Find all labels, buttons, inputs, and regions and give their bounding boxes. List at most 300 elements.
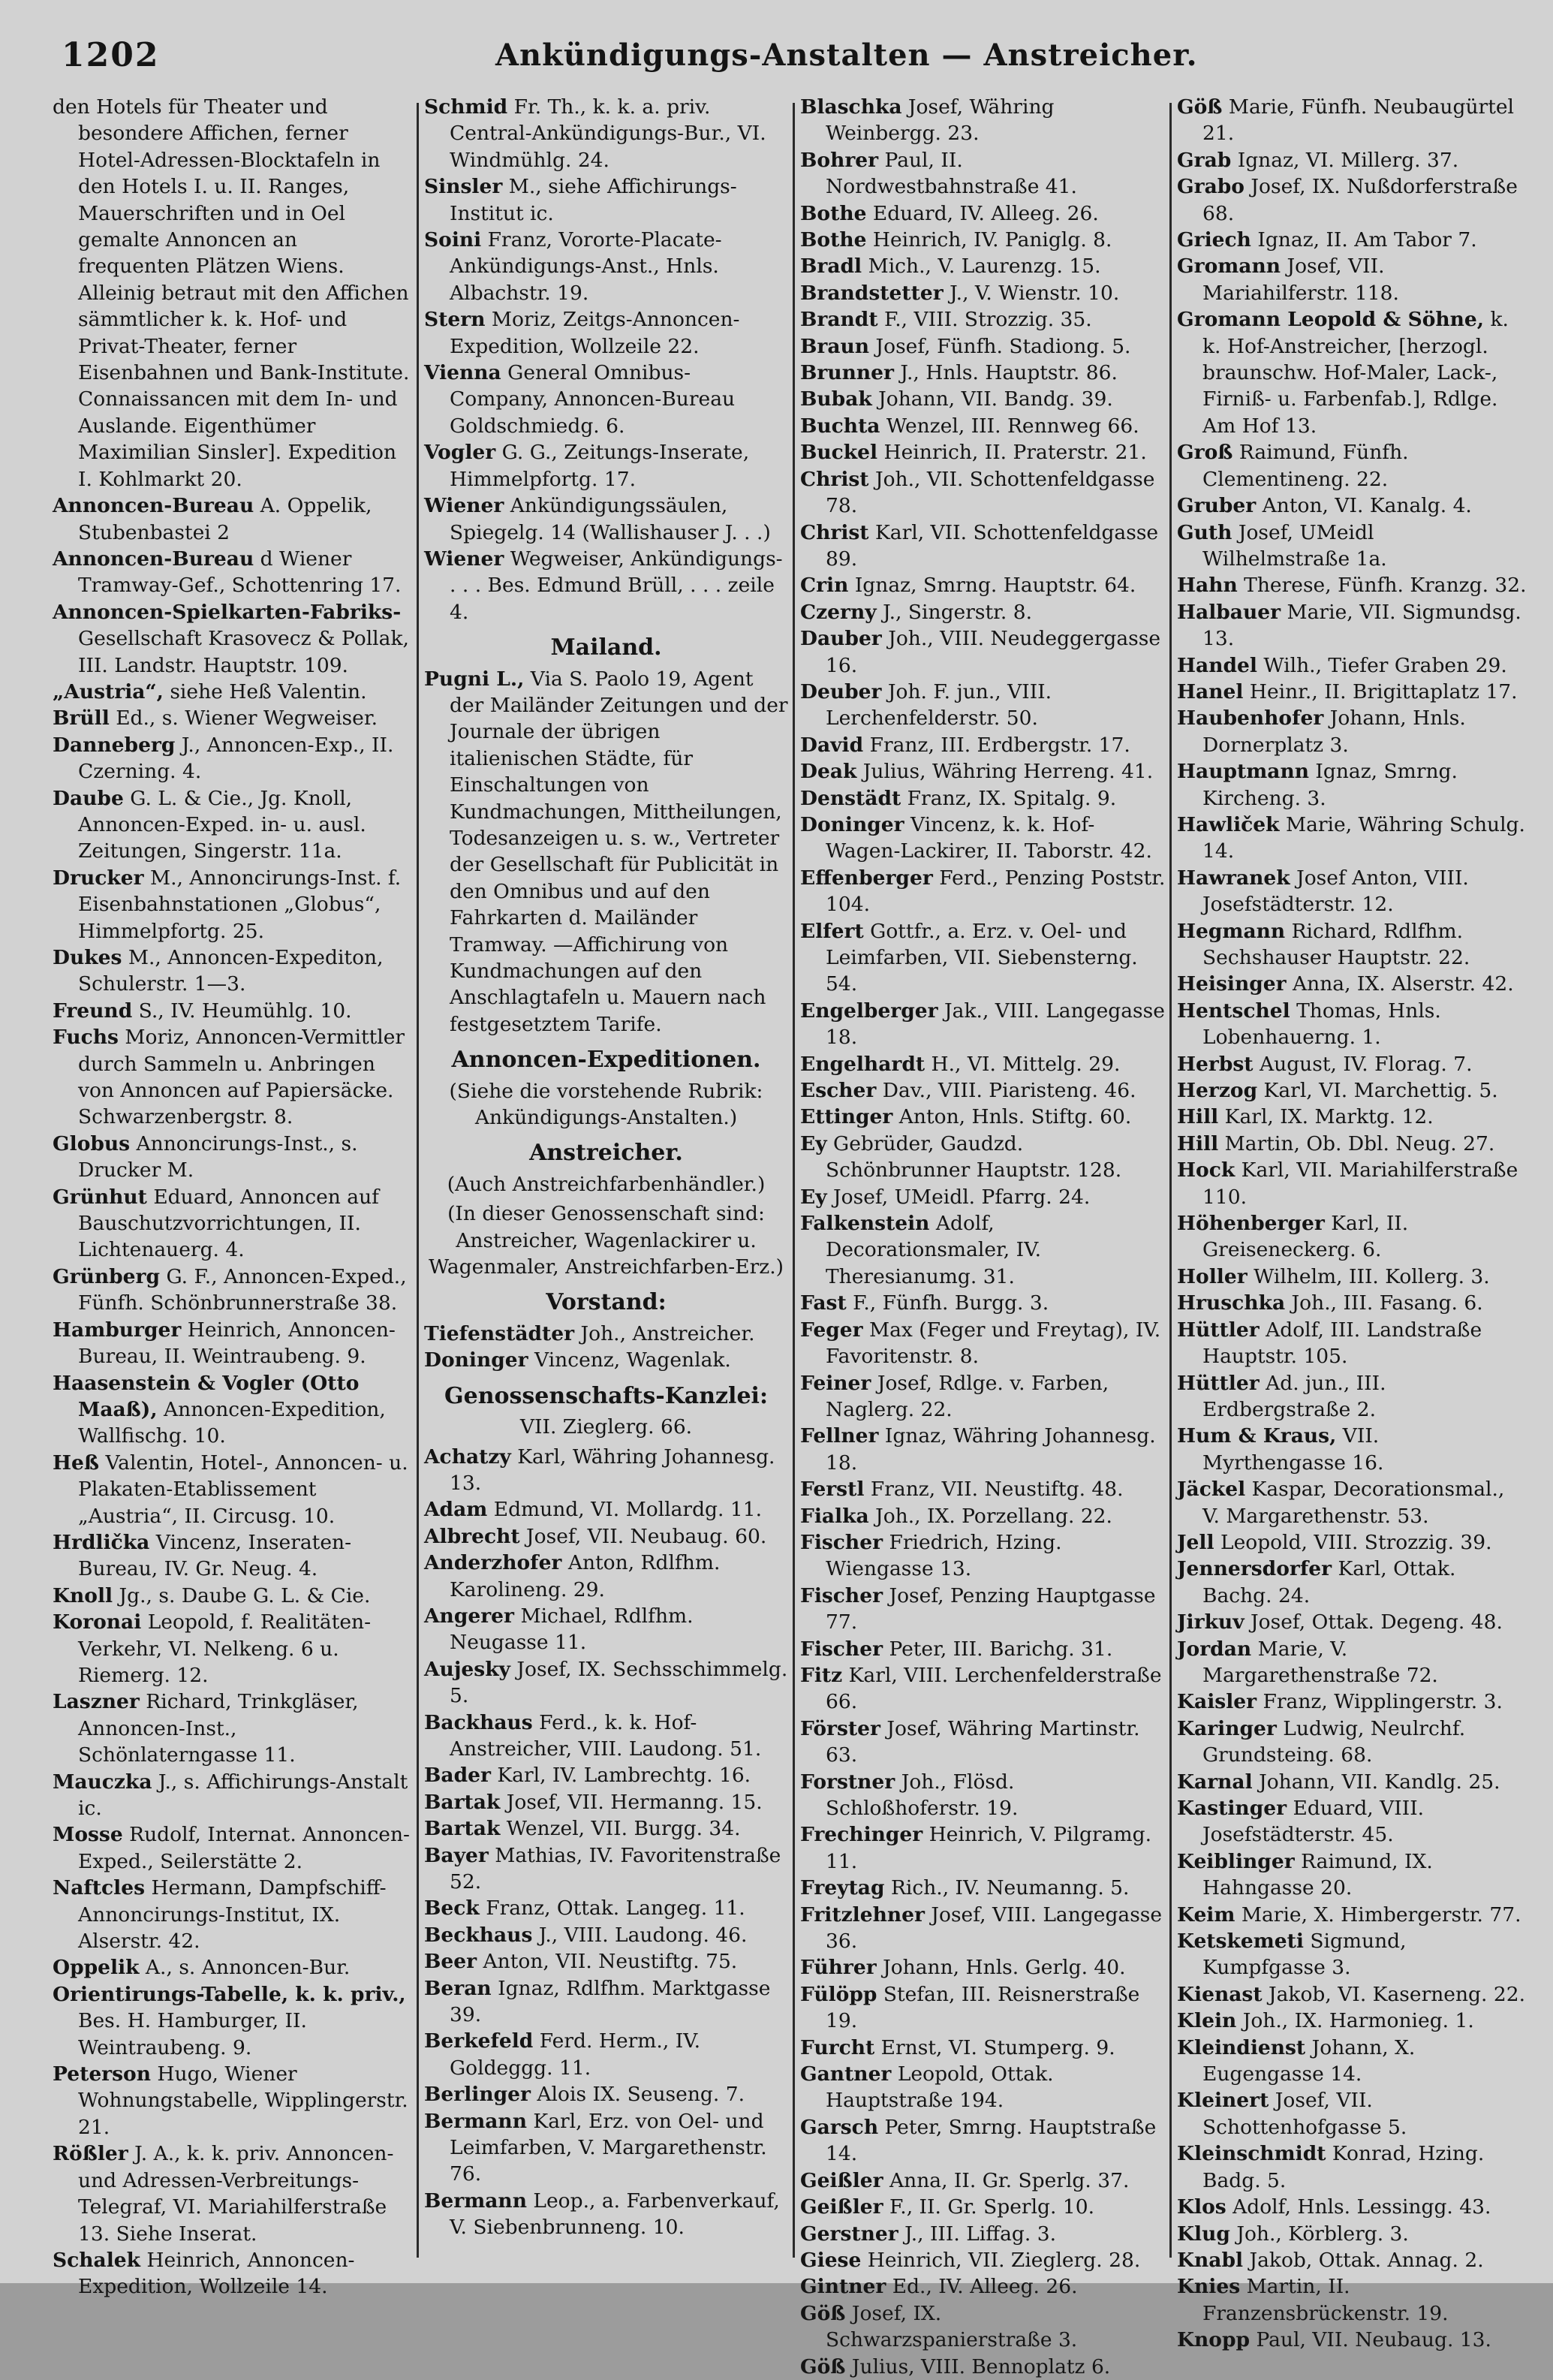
entry-name: Hauptmann <box>1177 760 1309 784</box>
directory-entry <box>424 1496 788 1523</box>
directory-entry <box>53 1583 413 1609</box>
entry-name: Kleinschmidt <box>1177 2142 1326 2166</box>
entry-text: Joh., III. Fasang. 6. <box>1285 1291 1483 1315</box>
directory-entry <box>800 2061 1168 2114</box>
entry-name: Beck <box>424 1896 480 1921</box>
entry-name: Karinger <box>1177 1716 1277 1740</box>
directory-entry <box>1177 2247 1527 2273</box>
directory-entry <box>1177 1104 1527 1130</box>
entry-text: Ludwig, Neulrchf. Grundsteing. 68. <box>1202 1716 1466 1767</box>
entry-text: Mathias, IV. Favoritenstraße 52. <box>450 1843 781 1893</box>
entry-text: Josef, UMeidl. Pfarrg. 24. <box>826 1185 1091 1209</box>
directory-entry <box>800 785 1168 812</box>
entry-name: Halbauer <box>1177 600 1281 624</box>
entry-text: Martin, II. Franzensbrückenstr. 19. <box>1202 2275 1449 2325</box>
entry-text: J. A., k. k. priv. Annoncen- und Adressen-Verbreitungs-Telegraf, VI. Mariahilferstraße 13. Siehe Inserat. <box>78 2142 394 2246</box>
entry-name: Herzog <box>1177 1079 1258 1103</box>
entry-name: Forstner <box>800 1770 895 1794</box>
entry-text: Annoncen-Expedition, Wallfischg. 10. <box>78 1397 386 1448</box>
directory-entry <box>800 227 1168 253</box>
entry-text: Leop., a. Farbenverkauf, V. Siebenbrunneng. 10. <box>450 2189 780 2240</box>
entry-text: Gebrüder, Gaudzd. Schönbrunner Hauptstr. 128. <box>826 1131 1122 1182</box>
entry-text: M., siehe Affichirungs-Institut ic. <box>450 175 737 225</box>
entry-name: Hruschka <box>1177 1291 1286 1315</box>
entry-name: Engelhardt <box>800 1052 925 1076</box>
entry-text: Gesellschaft Krasovecz & Pollak, III. Landstr. Hauptstr. 109. <box>78 627 409 677</box>
entry-name: Kienast <box>1177 1982 1263 2006</box>
entry-name: Fischer <box>800 1583 883 1607</box>
entry-text: Joh., VII. Schottenfeldgasse 78. <box>826 467 1155 518</box>
column-3 <box>800 94 1168 2378</box>
directory-entry <box>800 2221 1168 2247</box>
entry-text: Johann, Hnls. Dornerplatz 3. <box>1202 706 1466 757</box>
directory-entry <box>800 1370 1168 1423</box>
directory-entry <box>53 679 413 705</box>
directory-entry <box>53 944 413 998</box>
entry-name: Holler <box>1177 1264 1248 1288</box>
entry-name: Griech <box>1177 228 1251 252</box>
entry-name: Göß <box>1177 95 1223 119</box>
entry-text: Franz, VII. Neustiftg. 48. <box>864 1478 1124 1502</box>
directory-entry <box>1177 1981 1527 2008</box>
entry-name: Beran <box>424 1976 492 2000</box>
entry-text: Josef, Penzing Hauptgasse 77. <box>826 1583 1156 1634</box>
directory-entry <box>1177 1609 1527 1635</box>
entry-text: Kaspar, Decorationsmal., V. Margarethenstr. 53. <box>1202 1478 1505 1528</box>
entry-name: Sinsler <box>424 175 503 199</box>
directory-entry <box>800 1769 1168 1822</box>
entry-text: VII. Myrthengasse 16. <box>1202 1424 1384 1475</box>
directory-entry <box>800 1902 1168 1955</box>
entry-name: Globus <box>53 1131 131 1155</box>
entry-text: Karl, II. Greiseneckerg. 6. <box>1202 1212 1409 1262</box>
entry-name: Angerer <box>424 1604 515 1628</box>
directory-entry <box>53 1609 413 1689</box>
entry-text: Richard, Trinkgläser, Annoncen-Inst., Schönlaterngasse 11. <box>78 1690 359 1767</box>
entry-text: Adolf, Hnls. Lessingg. 43. <box>1226 2195 1491 2219</box>
directory-entry <box>53 1954 413 1981</box>
entry-text: Marie, X. Himbergerstr. 77. <box>1235 1902 1521 1927</box>
entry-name: Stern <box>424 308 486 332</box>
directory-entry <box>1177 2221 1527 2247</box>
entry-text: Paul, II. Nordwestbahnstraße 41. <box>826 148 1077 199</box>
entry-text: k. k. Hof-Anstreicher, [herzogl. braunschw. Hof-Maler, Lack-, Firniß- u. Farbenfab.], Rdlge. Am Hof 13. <box>1202 308 1509 438</box>
entry-name: Buchta <box>800 414 880 438</box>
entry-name: Dauber <box>800 627 882 651</box>
entry-name: Fast <box>800 1291 847 1315</box>
directory-entry <box>1177 1769 1527 1795</box>
entry-list-col2-top <box>424 94 788 625</box>
entry-text: Heinrich, VII. Zieglerg. 28. <box>861 2248 1141 2272</box>
entry-text: F., II. Gr. Sperlg. 10. <box>883 2195 1095 2219</box>
directory-entry <box>1177 705 1527 758</box>
entry-text: Raimund, Fünfh. Clementineng. 22. <box>1202 441 1409 491</box>
directory-entry <box>424 1842 788 1896</box>
entry-text: Bes. H. Hamburger, II. Weintraubeng. 9. <box>78 2009 307 2059</box>
directory-entry <box>800 2354 1168 2380</box>
entry-name: Hüttler <box>1177 1318 1260 1342</box>
entry-text: Karl, IX. Marktg. 12. <box>1218 1105 1434 1129</box>
entry-text: siehe Heß Valentin. <box>163 679 367 703</box>
entry-name: Klug <box>1177 2222 1230 2246</box>
entry-text: H., VI. Mittelg. 29. <box>925 1052 1121 1076</box>
entry-text: Leopold, VIII. Strozzig. 39. <box>1214 1530 1492 1554</box>
entry-text: Franz, Vororte-Placate-Ankündigungs-Anst., Hnls. Albachstr. 19. <box>450 228 722 305</box>
entry-text: Josef, IX. Schwarzspanierstraße 3. <box>826 2301 1078 2352</box>
entry-name: Peterson <box>53 2062 151 2086</box>
entry-name: Garsch <box>800 2115 879 2139</box>
entry-name: Frechinger <box>800 1823 923 1847</box>
directory-entry <box>800 2273 1168 2300</box>
directory-entry <box>800 1583 1168 1636</box>
entry-name: Annoncen-Spielkarten-Fabriks- <box>53 600 402 624</box>
entry-name: Elfert <box>800 919 864 943</box>
directory-entry <box>53 94 413 493</box>
directory-entry <box>1177 2273 1527 2327</box>
entry-text: Ernst, VI. Stumperg. 9. <box>874 2035 1115 2059</box>
directory-entry <box>53 1981 413 2061</box>
entry-name: Bothe <box>800 201 867 225</box>
entry-text: Adolf, III. Landstraße Hauptstr. 105. <box>1202 1318 1482 1369</box>
entry-name: Klos <box>1177 2195 1226 2219</box>
entry-text: Julius, Währing Herreng. 41. <box>856 760 1154 784</box>
directory-entry <box>1177 2194 1527 2220</box>
directory-entry <box>1177 1051 1527 1077</box>
entry-text: Anton, Rdlfhm. Karolineng. 29. <box>450 1551 721 1601</box>
directory-entry <box>1177 2087 1527 2140</box>
entry-name: Brunner <box>800 361 894 385</box>
entry-name: Groß <box>1177 441 1233 465</box>
directory-entry <box>800 466 1168 520</box>
directory-entry <box>1177 1264 1527 1290</box>
directory-entry <box>800 253 1168 279</box>
entry-name: Beer <box>424 1950 477 1974</box>
entry-list-col2-bottom <box>424 1444 788 2241</box>
column-rule <box>417 103 419 2258</box>
directory-entry <box>800 147 1168 200</box>
entry-name: Bartak <box>424 1817 501 1841</box>
directory-entry <box>1177 812 1527 865</box>
entry-text: Friedrich, Hzing. Wiengasse 13. <box>826 1530 1062 1581</box>
entry-text: Jak., VIII. Langegasse 18. <box>826 999 1165 1050</box>
entry-text: Adolf, Decorationsmaler, IV. Theresianumg. 31. <box>826 1212 1042 1288</box>
entry-name: Heß <box>53 1451 100 1475</box>
entry-list-mailand <box>424 666 788 1038</box>
entry-name: Hum & Kraus, <box>1177 1424 1337 1448</box>
directory-entry <box>53 1264 413 1317</box>
directory-entry <box>1177 520 1527 573</box>
entry-name: Gantner <box>800 2062 892 2086</box>
section-note-annoncen: (Siehe die vorstehende Rubrik: Ankündigungs-Anstalten.) <box>449 1079 763 1130</box>
entry-text: Ignaz, II. Am Tabor 7. <box>1251 228 1477 252</box>
entry-text: J., s. Affichirungs-Anstalt ic. <box>78 1770 408 1820</box>
entry-text: M., Annoncirungs-Inst. f. Eisenbahnstationen „Globus“, Himmelpfortg. 25. <box>78 866 402 943</box>
directory-entry <box>1177 1317 1527 1370</box>
entry-text: Valentin, Hotel-, Annoncen- u. Plakaten-Etablissement „Austria“, II. Circusg. 10. <box>78 1451 408 1528</box>
directory-entry <box>1177 1795 1527 1848</box>
entry-text: Josef, Währing Weinbergg. 23. <box>826 95 1055 146</box>
entry-name: Beckhaus <box>424 1923 533 1947</box>
entry-name: Knopp <box>1177 2328 1251 2352</box>
entry-text: J., Annoncen-Exp., II. Czerning. 4. <box>78 733 394 784</box>
directory-entry <box>800 1051 1168 1077</box>
directory-entry <box>1177 1077 1527 1104</box>
entry-name: Backhaus <box>424 1710 533 1734</box>
entry-text: Josef, Ottak. Degeng. 48. <box>1244 1610 1503 1634</box>
directory-entry <box>800 732 1168 758</box>
entry-name: Effenberger <box>800 866 933 890</box>
entry-name: Deak <box>800 760 857 784</box>
entry-name: Höhenberger <box>1177 1212 1325 1236</box>
entry-name: Naftcles <box>53 1876 146 1900</box>
entry-text: Karl, IV. Lambrechtg. 16. <box>490 1764 751 1788</box>
entry-text: Joh., IX. Harmonieg. 1. <box>1236 2009 1474 2033</box>
directory-entry <box>1177 1636 1527 1689</box>
directory-entry <box>1177 971 1527 997</box>
entry-text: Karl, VIII. Lerchenfelderstraße 66. <box>826 1663 1162 1714</box>
directory-entry <box>800 2035 1168 2061</box>
entry-text: Franz, Wipplingerstr. 3. <box>1257 1690 1503 1714</box>
entry-name: Anderzhofer <box>424 1551 562 1575</box>
entry-name: Doninger <box>424 1348 528 1372</box>
directory-entry <box>424 1603 788 1656</box>
directory-entry <box>1177 1848 1527 1902</box>
entry-name: Jordan <box>1177 1637 1252 1661</box>
directory-entry <box>1177 1928 1527 1981</box>
directory-entry <box>800 520 1168 573</box>
entry-text: Julius, VIII. Bennoplatz 6. <box>845 2354 1111 2378</box>
directory-entry <box>424 2081 788 2107</box>
directory-entry <box>800 1131 1168 1184</box>
directory-entry <box>1177 1290 1527 1316</box>
directory-entry <box>53 1450 413 1529</box>
entry-text: Josef, Währing Martinstr. 63. <box>826 1716 1140 1767</box>
directory-entry <box>53 732 413 785</box>
entry-name: Bermann <box>424 2189 527 2213</box>
directory-entry <box>1177 599 1527 652</box>
directory-entry <box>424 1710 788 1763</box>
entry-text: Dav., VIII. Piaristeng. 46. <box>876 1079 1136 1103</box>
entry-text: Moriz, Zeitgs-Annoncen-Expedition, Wollzeile 22. <box>450 308 740 358</box>
entry-text: Franz, III. Erdbergstr. 17. <box>863 733 1130 757</box>
entry-text: Anton, VI. Kanalg. 4. <box>1256 494 1472 518</box>
directory-entry <box>800 1210 1168 1290</box>
entry-text: Vincenz, Wagenlak. <box>528 1348 731 1372</box>
entry-text: Peter, Smrng. Hauptstraße 14. <box>826 2115 1157 2166</box>
directory-entry <box>1177 1131 1527 1157</box>
directory-entry <box>800 94 1168 147</box>
entry-text: Via S. Paolo 19, Agent der Mailänder Zeitungen und der Journale der übrigen italienischen Städte, für Einschaltungen von Kundmachungen, Mittheilungen, Todesanzeigen u. s. w., Vertreter der Gesellschaft für Publicität in den Omnibus und auf den Fahrkarten d. Mailänder Tramway. —Affichirung von Kundmachungen auf den Anschlagtafeln u. Mauern nach festgesetztem Tarife. <box>450 667 788 1036</box>
directory-entry <box>1177 306 1527 439</box>
entry-text: Rudolf, Internat. Annoncen-Exped., Seilerstätte 2. <box>78 1823 411 1873</box>
entry-name: Jennersdorfer <box>1177 1557 1332 1581</box>
directory-entry <box>800 413 1168 439</box>
entry-text: Karl, VI. Marchettig. 5. <box>1257 1079 1498 1103</box>
directory-entry <box>800 1290 1168 1316</box>
directory-entry <box>53 599 413 679</box>
entry-name: Handel <box>1177 653 1257 677</box>
directory-entry <box>1177 758 1527 812</box>
entry-text: Leopold, f. Realitäten-Verkehr, VI. Nelkeng. 6 u. Riemerg. 12. <box>78 1610 372 1687</box>
directory-entry <box>1177 1210 1527 1264</box>
entry-text: F., Fünfh. Burgg. 3. <box>846 1291 1049 1315</box>
entry-text: Sigmund, Kumpfgasse 3. <box>1202 1930 1407 1980</box>
directory-entry <box>1177 2035 1527 2088</box>
directory-entry <box>424 306 788 360</box>
entry-text: A., s. Annoncen-Bur. <box>139 1956 351 1980</box>
directory-entry <box>800 1875 1168 1901</box>
entry-text: Heinrich, Annoncen-Bureau, II. Weintraubeng. 9. <box>78 1318 396 1369</box>
entry-text: Josef, VII. Schottenhofgasse 5. <box>1202 2089 1407 2139</box>
directory-entry <box>1177 173 1527 227</box>
entry-name: Hahn <box>1177 574 1238 598</box>
directory-entry <box>1177 1529 1527 1556</box>
entry-text: Moriz, Annoncen-Vermittler durch Sammeln u. Anbringen von Annoncen auf Papiersäcke. Schwarzenbergstr. 8. <box>78 1026 405 1129</box>
column-4 <box>1177 94 1527 2352</box>
entry-name: Keim <box>1177 1902 1235 1927</box>
entry-text: J., Hnls. Hauptstr. 86. <box>893 361 1118 385</box>
entry-text: Josef, VII. Hermanng. 15. <box>500 1790 763 1814</box>
entry-name: Bartak <box>424 1790 501 1814</box>
directory-entry <box>1177 253 1527 306</box>
directory-entry <box>424 1789 788 1815</box>
entry-name: Bader <box>424 1764 491 1788</box>
entry-text: Ignaz, VI. Millerg. 37. <box>1231 148 1459 172</box>
entry-text: Konrad, Hzing. Badg. 5. <box>1202 2142 1485 2192</box>
entry-text: Hugo, Wiener Wohnungstabelle, Wipplingerstr. 21. <box>78 2062 408 2139</box>
directory-entry <box>424 493 788 546</box>
entry-text: Ed., IV. Alleeg. 26. <box>886 2275 1078 2299</box>
directory-entry <box>800 679 1168 732</box>
kanzlei-address: VII. Zieglerg. 66. <box>519 1415 693 1439</box>
entry-text: Anton, VII. Neustiftg. 75. <box>477 1950 738 1974</box>
directory-entry <box>800 2194 1168 2220</box>
entry-text: Marie, V. Margarethenstraße 72. <box>1202 1637 1438 1687</box>
entry-name: Kaisler <box>1177 1690 1257 1714</box>
entry-text: Marie, Fünfh. Neubaugürtel 21. <box>1202 95 1514 146</box>
entry-name: Knies <box>1177 2275 1241 2299</box>
entry-text: Ankündigungssäulen, Spiegelg. 14 (Wallishauser J. . .) <box>450 494 771 544</box>
entry-name: Ey <box>800 1185 827 1209</box>
entry-name: Engelberger <box>800 999 938 1023</box>
entry-text: Max (Feger und Freytag), IV. Favoritenstr. 8. <box>826 1318 1161 1369</box>
entry-name: Hrdlička <box>53 1530 150 1554</box>
entry-name: Pugni L., <box>424 667 525 691</box>
entry-name: Feger <box>800 1318 863 1342</box>
entry-name: Hüttler <box>1177 1371 1260 1395</box>
entry-name: Kastinger <box>1177 1797 1287 1820</box>
entry-name: Bradl <box>800 255 862 279</box>
entry-name: Hawliček <box>1177 812 1280 836</box>
entry-text: Josef, IX. Sechsschimmelg. 5. <box>450 1657 788 1708</box>
entry-name: Bohrer <box>800 148 879 172</box>
entry-name: Führer <box>800 1956 877 1980</box>
entry-name: Soini <box>424 228 482 252</box>
entry-name: Gromann Leopold & Söhne, <box>1177 308 1485 332</box>
entry-text: Ferd., Penzing Poststr. 104. <box>826 866 1166 917</box>
directory-entry <box>1177 439 1527 493</box>
directory-entry <box>1177 1556 1527 1609</box>
entry-name: Karnal <box>1177 1770 1253 1794</box>
directory-entry <box>800 1503 1168 1529</box>
directory-entry <box>1177 2008 1527 2034</box>
entry-text: Michael, Rdlfhm. Neugasse 11. <box>450 1604 694 1655</box>
directory-entry <box>424 439 788 493</box>
entry-text: Jg., s. Daube G. L. & Cie. <box>113 1583 371 1607</box>
entry-name: Brüll <box>53 706 110 731</box>
entry-name: Freytag <box>800 1876 885 1900</box>
directory-entry <box>53 1184 413 1264</box>
entry-text: Heinrich, Annoncen-Expedition, Wollzeile 14. <box>78 2248 355 2299</box>
directory-entry <box>800 2114 1168 2168</box>
entry-name: Jäckel <box>1177 1478 1246 1502</box>
entry-name: Berlinger <box>424 2083 531 2107</box>
entry-text: Vincenz, k. k. Hof-Wagen-Lackirer, II. Taborstr. 42. <box>826 812 1152 863</box>
entry-name: Fülöpp <box>800 1982 877 2006</box>
directory-entry <box>800 1662 1168 1716</box>
entry-name: Fischer <box>800 1637 883 1661</box>
entry-text: Josef, Rdlge. v. Farben, Naglerg. 22. <box>826 1371 1109 1421</box>
entry-name: Knabl <box>1177 2248 1244 2272</box>
entry-name: Wiener <box>424 547 504 571</box>
column-1 <box>53 94 413 2299</box>
entry-text: Paul, VII. Neubaug. 13. <box>1250 2328 1491 2352</box>
directory-entry <box>800 1104 1168 1130</box>
entry-name: Ey <box>800 1131 827 1155</box>
directory-entry <box>424 1975 788 2029</box>
entry-text: Karl, VII. Schottenfeldgasse 89. <box>826 520 1159 571</box>
directory-entry <box>1177 1423 1527 1476</box>
directory-entry <box>1177 94 1527 147</box>
directory-entry <box>424 1656 788 1710</box>
entry-name: Hill <box>1177 1105 1219 1129</box>
section-heading-anstreicher: Anstreicher. <box>529 1140 683 1167</box>
directory-entry <box>1177 918 1527 972</box>
directory-entry <box>800 1317 1168 1370</box>
directory-entry <box>424 666 788 1038</box>
page-header <box>0 36 1553 89</box>
entry-text: G. L. & Cie., Jg. Knoll, Annoncen-Exped. in- u. ausl. Zeitungen, Singerstr. 11a. <box>78 786 366 863</box>
entry-text: J., VIII. Laudong. 46. <box>532 1923 748 1947</box>
directory-entry <box>1177 493 1527 519</box>
entry-name: Göß <box>800 2354 846 2378</box>
entry-text: Stefan, III. Reisnerstraße 19. <box>826 1982 1140 2033</box>
directory-entry <box>53 1689 413 1768</box>
entry-text: Raimund, IX. Hahngasse 20. <box>1202 1849 1433 1900</box>
entry-name: Christ <box>800 467 869 491</box>
entry-name: Fritzlehner <box>800 1902 925 1927</box>
entry-name: Berkefeld <box>424 2029 534 2053</box>
directory-entry <box>53 865 413 944</box>
directory-entry <box>53 1875 413 1954</box>
entry-name: Doninger <box>800 812 904 836</box>
entry-text: Ignaz, Smrng. Hauptstr. 64. <box>848 574 1136 598</box>
directory-entry <box>800 2247 1168 2273</box>
entry-text: Heinr., II. Brigittaplatz 17. <box>1243 679 1518 703</box>
entry-name: Feiner <box>800 1371 871 1395</box>
entry-text: August, IV. Florag. 7. <box>1253 1052 1473 1076</box>
entry-name: Danneberg <box>53 733 176 757</box>
entry-text: Leopold, Ottak. Hauptstraße 194. <box>826 2062 1054 2113</box>
directory-entry <box>1177 1157 1527 1210</box>
directory-entry <box>1177 1370 1527 1423</box>
entry-name: Adam <box>424 1498 488 1522</box>
directory-entry <box>800 1529 1168 1583</box>
entry-name: Fuchs <box>53 1026 119 1050</box>
entry-text: Wenzel, III. Rennweg 66. <box>880 414 1139 438</box>
directory-entry <box>53 1024 413 1131</box>
entry-text: Joh., Körblerg. 3. <box>1229 2222 1409 2246</box>
